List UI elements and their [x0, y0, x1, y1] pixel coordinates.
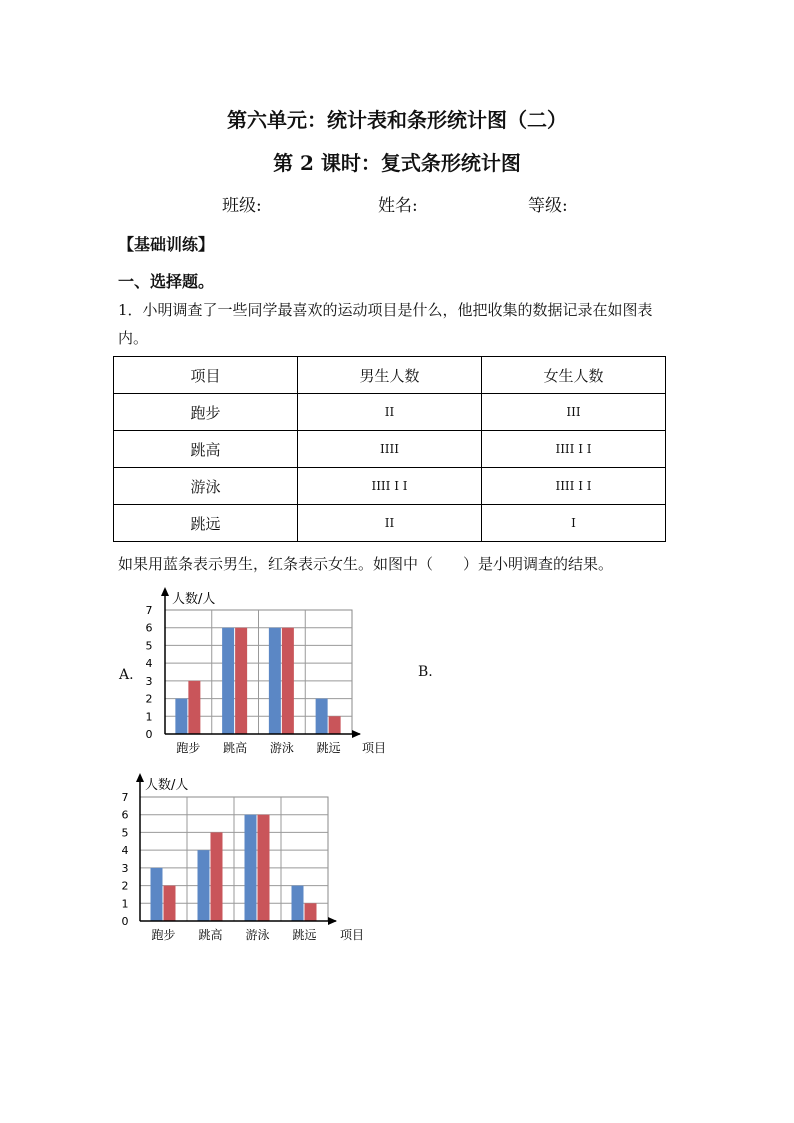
- y-axis-label: 人数/人: [172, 592, 216, 607]
- table-cell: 游泳: [114, 468, 298, 505]
- table-cell: IIII I I: [482, 431, 666, 468]
- table-header-row: [114, 357, 666, 394]
- bar-girls: [235, 628, 247, 734]
- x-tick-label: 跳高: [198, 928, 223, 942]
- table-header-cell: 项目: [114, 357, 298, 394]
- table-cell: IIII I I: [482, 468, 666, 505]
- x-axis-arrow: [352, 730, 361, 738]
- page-title: 第六单元：统计表和条形统计图（二）: [227, 108, 567, 132]
- y-tick-label: 0: [121, 915, 129, 928]
- x-tick-label: 跑步: [176, 741, 201, 755]
- y-tick-label: 3: [121, 861, 129, 875]
- table-cell: 跑步: [114, 394, 298, 431]
- y-axis-arrow: [136, 773, 144, 782]
- bar-girls: [188, 681, 200, 734]
- bar-girls: [211, 832, 223, 921]
- y-tick-label: 2: [145, 692, 153, 706]
- y-tick-label: 5: [121, 826, 129, 840]
- y-tick-label: 3: [145, 674, 153, 688]
- question-text: 1．小明调查了一些同学最喜欢的运动项目是什么，他把收集的数据记录在如图表内。: [118, 301, 653, 347]
- bar-girls: [282, 628, 294, 734]
- table-row: [114, 505, 666, 542]
- page-subtitle: 第 2 课时：复式条形统计图: [273, 151, 521, 175]
- bar-boys: [292, 886, 304, 921]
- bar-boys: [269, 628, 281, 734]
- bar-girls: [305, 903, 317, 921]
- y-tick-label: 6: [145, 621, 153, 635]
- bar-boys: [245, 815, 257, 921]
- option-a-label: A.: [119, 667, 134, 683]
- y-tick-label: 5: [145, 639, 153, 653]
- section-heading: 【基础训练】: [118, 235, 215, 254]
- name-label: 姓名:: [378, 196, 418, 216]
- table-cell: IIII I I: [298, 468, 482, 505]
- y-tick-label: 2: [121, 879, 129, 893]
- chart-option-b: [118, 772, 368, 948]
- bar-boys: [222, 628, 234, 734]
- bar-girls: [329, 716, 341, 734]
- y-tick-label: 4: [145, 657, 153, 671]
- y-tick-label: 6: [121, 808, 129, 822]
- table-row: [114, 394, 666, 431]
- x-axis-arrow: [328, 917, 337, 925]
- class-label: 班级:: [222, 196, 262, 216]
- table-cell: II: [298, 394, 482, 431]
- x-tick-label: 跑步: [151, 928, 176, 942]
- table-cell: I: [482, 505, 666, 542]
- table-cell: III: [482, 394, 666, 431]
- y-tick-label: 7: [121, 791, 129, 804]
- x-axis-label: 项目: [362, 741, 387, 755]
- bar-boys: [198, 850, 210, 921]
- bar-boys: [151, 868, 163, 921]
- x-tick-label: 游泳: [245, 928, 270, 942]
- table-row: [114, 431, 666, 468]
- question-instruction: 如果用蓝条表示男生，红条表示女生。如图中（ ）是小明调查的结果。: [118, 555, 614, 573]
- bar-boys: [175, 699, 187, 734]
- x-tick-label: 游泳: [269, 741, 294, 755]
- x-tick-label: 跳高: [223, 741, 248, 755]
- grade-label: 等级:: [528, 196, 568, 216]
- table-cell: II: [298, 505, 482, 542]
- y-axis-arrow: [161, 587, 169, 596]
- table-row: [114, 468, 666, 505]
- table-header-cell: 女生人数: [482, 357, 666, 394]
- survey-table: [113, 356, 666, 542]
- table-header-cell: 男生人数: [298, 357, 482, 394]
- chart-option-a: [138, 586, 392, 762]
- option-b-label: B.: [418, 664, 433, 680]
- bar-boys: [316, 699, 328, 734]
- part-heading: 一、选择题。: [118, 272, 215, 291]
- y-axis-label: 人数/人: [145, 778, 189, 793]
- table-cell: 跳高: [114, 431, 298, 468]
- table-cell: 跳远: [114, 505, 298, 542]
- x-axis-label: 项目: [340, 928, 365, 942]
- y-tick-label: 4: [121, 844, 129, 858]
- x-tick-label: 跳远: [316, 741, 341, 755]
- y-tick-label: 0: [145, 728, 153, 741]
- y-tick-label: 1: [121, 897, 129, 911]
- bar-girls: [164, 886, 176, 921]
- y-tick-label: 7: [145, 604, 153, 617]
- y-tick-label: 1: [145, 710, 153, 724]
- bar-girls: [258, 815, 270, 921]
- x-tick-label: 跳远: [292, 928, 317, 942]
- table-cell: IIII: [298, 431, 482, 468]
